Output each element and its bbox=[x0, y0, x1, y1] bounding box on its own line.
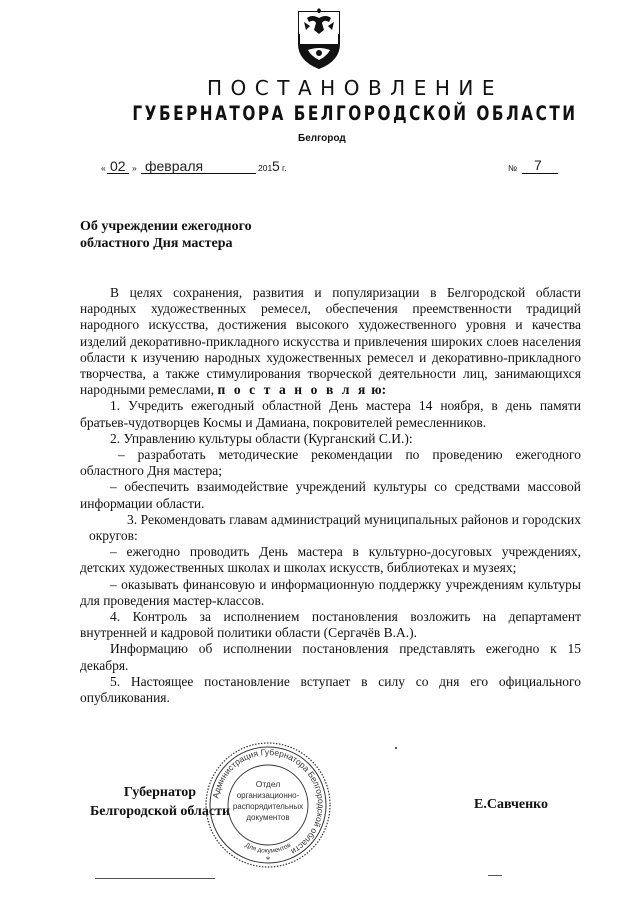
bottom-rule-right bbox=[488, 875, 502, 876]
date-month: февраля bbox=[145, 158, 204, 174]
item-4-info: Информацию об исполнении постановления представлять ежегодно к 15 декабря. bbox=[80, 641, 581, 673]
item-1: 1. Учредить ежегодный областной День мастера 14 ноября, в день памяти братьев-чудотворцев Космы и Дамиана, покровителей ремесленников. bbox=[80, 398, 581, 430]
document-number bbox=[508, 158, 568, 178]
item-3: 3. Рекомендовать главам администраций муниципальных районов и городских округов: bbox=[89, 511, 581, 544]
document-type-title: ПОСТАНОВЛЕНИЕ bbox=[207, 76, 503, 100]
number-value: 7 bbox=[534, 157, 542, 173]
item-2-sub-1: – разработать методические рекомендации по проведению ежегодного областного Дня мастера; bbox=[80, 447, 581, 479]
star-icon: * bbox=[265, 855, 271, 865]
stamp-center-line-2: организационно- bbox=[236, 791, 300, 800]
official-stamp bbox=[203, 740, 333, 870]
city-name: Белгород bbox=[298, 133, 346, 144]
subject-line-1: Об учреждении ежегодного bbox=[80, 219, 252, 234]
stamp-ring-text: Администрация Губернатора Белгородской области bbox=[210, 746, 327, 857]
issuing-authority-title: ГУБЕРНАТОРА БЕЛГОРОДСКОЙ ОБЛАСТИ bbox=[132, 102, 578, 126]
signatory-title-line-2: Белгородской области bbox=[89, 804, 231, 819]
date-line bbox=[101, 158, 301, 178]
stamp-center-line-3: распорядительных bbox=[232, 802, 304, 811]
date-quote-open: « bbox=[101, 163, 106, 173]
speck-mark bbox=[395, 747, 397, 749]
date-year-prefix: 201 bbox=[258, 163, 273, 173]
item-2: 2. Управлению культуры области (Курганский С.И.): bbox=[110, 430, 413, 446]
item-4: 4. Контроль за исполнением постановления возложить на департамент внутренней и кадровой политики области (Сергачёв В.А.). bbox=[80, 609, 581, 641]
document-subject bbox=[80, 218, 310, 252]
item-3-sub-2: – оказывать финансовую и информационную поддержку учреждениям культуры для проведения мастер-классов. bbox=[80, 576, 581, 608]
preamble-text: В целях сохранения, развития и популяризации в Белгородской области народных художественных ремесел, обеспечения преемственности традиций народного искусства, достижения высокого художественного уровня и качества изделий декоративно-прикладного искусства и привлечения широких слоев населения области к изучению народных художественных ремесел и декоративно-прикладного творчества, а также стимулирования творческой деятельности лиц, занимающихся народными ремеслами, bbox=[80, 285, 581, 398]
stamp-center-line-4: документов bbox=[246, 813, 290, 822]
date-quote-close: » bbox=[132, 163, 137, 173]
stamp-bottom-text: Для документов bbox=[243, 841, 293, 855]
coat-of-arms-emblem bbox=[294, 8, 344, 70]
signatory-title-line-1: Губернатор bbox=[123, 785, 197, 800]
number-underline bbox=[522, 173, 558, 174]
date-year-suffix: г. bbox=[282, 163, 287, 173]
item-3-sub-1: – ежегодно проводить День мастера в культурно-досуговых учреждениях, детских художественных школах и школах искусств, библиотеках и музеях; bbox=[80, 544, 581, 576]
signatory-name: Е.Савченко bbox=[474, 797, 549, 812]
document-body bbox=[80, 285, 581, 706]
subject-line-2: областного Дня мастера bbox=[80, 236, 233, 251]
date-month-underline bbox=[141, 173, 256, 174]
date-day: 02 bbox=[110, 158, 126, 174]
bottom-rule-left bbox=[95, 878, 215, 879]
item-2-sub-2: – обеспечить взаимодействие учреждений культуры со средствами массовой информации области. bbox=[80, 479, 581, 511]
stamp-center-line-1: Отдел bbox=[255, 779, 281, 789]
decree-word: п о с т а н о в л я bbox=[217, 382, 368, 398]
decree-word-ending: ю: bbox=[371, 382, 387, 398]
item-5: 5. Настоящее постановление вступает в силу со дня его официального опубликования. bbox=[80, 673, 581, 706]
number-label: № bbox=[508, 163, 518, 173]
preamble-paragraph bbox=[80, 285, 581, 398]
date-day-underline bbox=[107, 173, 129, 174]
date-year-digit: 5 bbox=[272, 158, 280, 174]
